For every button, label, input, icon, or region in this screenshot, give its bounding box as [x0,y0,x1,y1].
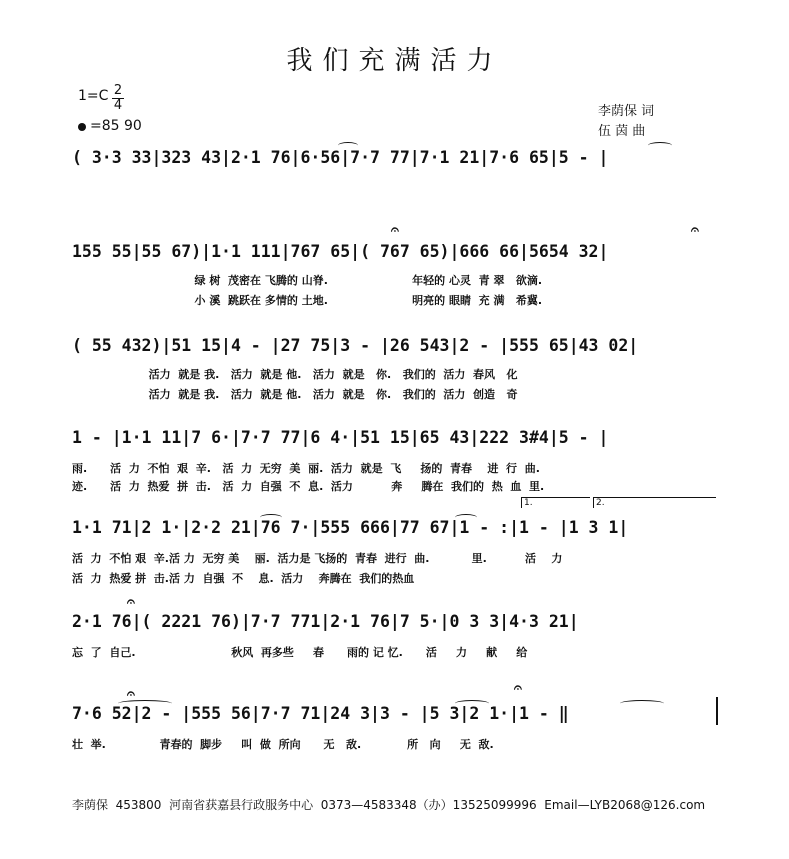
score-row-1: ( 3·3 33|323 43|2·1 76|6·56|7·7 77|7·1 21|7·6 65|5 - | [72,148,609,167]
second-ending-bracket: 2. [593,497,716,508]
song-title: 我们充满活力 [286,46,503,76]
fermata-icon: 𝄐 [127,594,135,610]
lyric-row-7: 壮 举. 青春的 脚步 叫 做 所向 无 敌. 所 向 无 敌. [72,738,494,751]
tie-mark [118,700,172,707]
lyric-row-4-verse-1: 雨. 活 力 不怕 艰 辛. 活 力 无穷 美 丽. 活力 就是 飞 扬的 青春 进 行 曲. [72,462,540,475]
final-barline [716,697,718,725]
lyric-row-5-verse-1: 活 力 不怕 艰 辛.活 力 无穷 美 丽. 活力是 飞扬的 青春 进行 曲. 里. 活 力 [72,552,563,565]
composer: 伍 茵 曲 [598,124,646,139]
tie-mark [455,700,489,707]
lyric-row-6: 忘 了 自己. 秋风 再多些 春 雨的 记 忆. 活 力 献 给 [72,646,528,659]
first-ending-bracket: 1. [521,497,590,508]
score-row-3: ( 55 432)|51 15|4 - |27 75|3 - |26 543|2 - |555 65|43 02| [72,336,639,355]
quarter-note-icon [78,123,86,131]
contact-footer: 李荫保 453800 河南省获嘉县行政服务中心 0373—4583348（办）13525099996 Email—LYB2068@126.com [72,798,706,812]
tie-mark [455,514,477,521]
lyric-row-2-verse-2: 小 溪 跳跃在 多情的 土地. 明亮的 眼睛 充 满 希冀. [72,294,543,307]
lyric-row-3-verse-1: 活力 就是 我. 活力 就是 他. 活力 就是 你. 我们的 活力 春风 化 [72,368,518,381]
fermata-icon: 𝄐 [514,680,522,696]
lyric-row-4-verse-2: 迹. 活 力 热爱 拼 击. 活 力 自强 不 息. 活力 奔 腾在 我们的 热 血 里. [72,480,545,493]
fermata-icon: 𝄐 [391,222,399,238]
fermata-icon: 𝄐 [691,222,699,238]
time-signature-bottom: 4 [113,98,123,113]
time-signature-top: 2 [113,83,123,98]
score-row-5: 1·1 71|2 1·|2·2 21|76 7·|555 666|77 67|1 - :|1 - |1 3 1| [72,518,629,537]
tempo-marking [78,118,142,134]
score-row-7: 7·6 52|2 - |555 56|7·7 71|24 3|3 - |5 3|2 1·|1 - ‖ [72,704,569,723]
tie-mark [338,142,358,149]
lyricist: 李荫保 词 [598,104,655,119]
score-row-2: 155 55|55 67)|1·1 111|767 65|( 767 65)|666 66|5654 32| [72,242,609,261]
lyric-row-2-verse-1: 绿 树 茂密在 飞腾的 山脊. 年轻的 心灵 青 翠 欲滴. [72,274,543,287]
tie-mark [260,514,282,521]
key-signature: 1=C [78,88,109,104]
score-row-6: 2·1 76|( 2221 76)|7·7 771|2·1 76|7 5·|0 3 3|4·3 21| [72,612,579,631]
lyric-row-3-verse-2: 活力 就是 我. 活力 就是 他. 活力 就是 你. 我们的 活力 创造 奇 [72,388,518,401]
tie-mark [648,142,672,149]
lyric-row-5-verse-2: 活 力 热爱 拼 击.活 力 自强 不 息. 活力 奔腾在 我们的热血 [72,572,415,585]
score-row-4: 1 - |1·1 11|7 6·|7·7 77|6 4·|51 15|65 43|222 3#4|5 - | [72,428,609,447]
tempo-value: =85 90 [90,118,142,134]
fermata-icon: 𝄐 [127,686,135,702]
tie-mark [620,700,664,707]
credits [598,102,654,142]
time-signature [112,84,124,113]
